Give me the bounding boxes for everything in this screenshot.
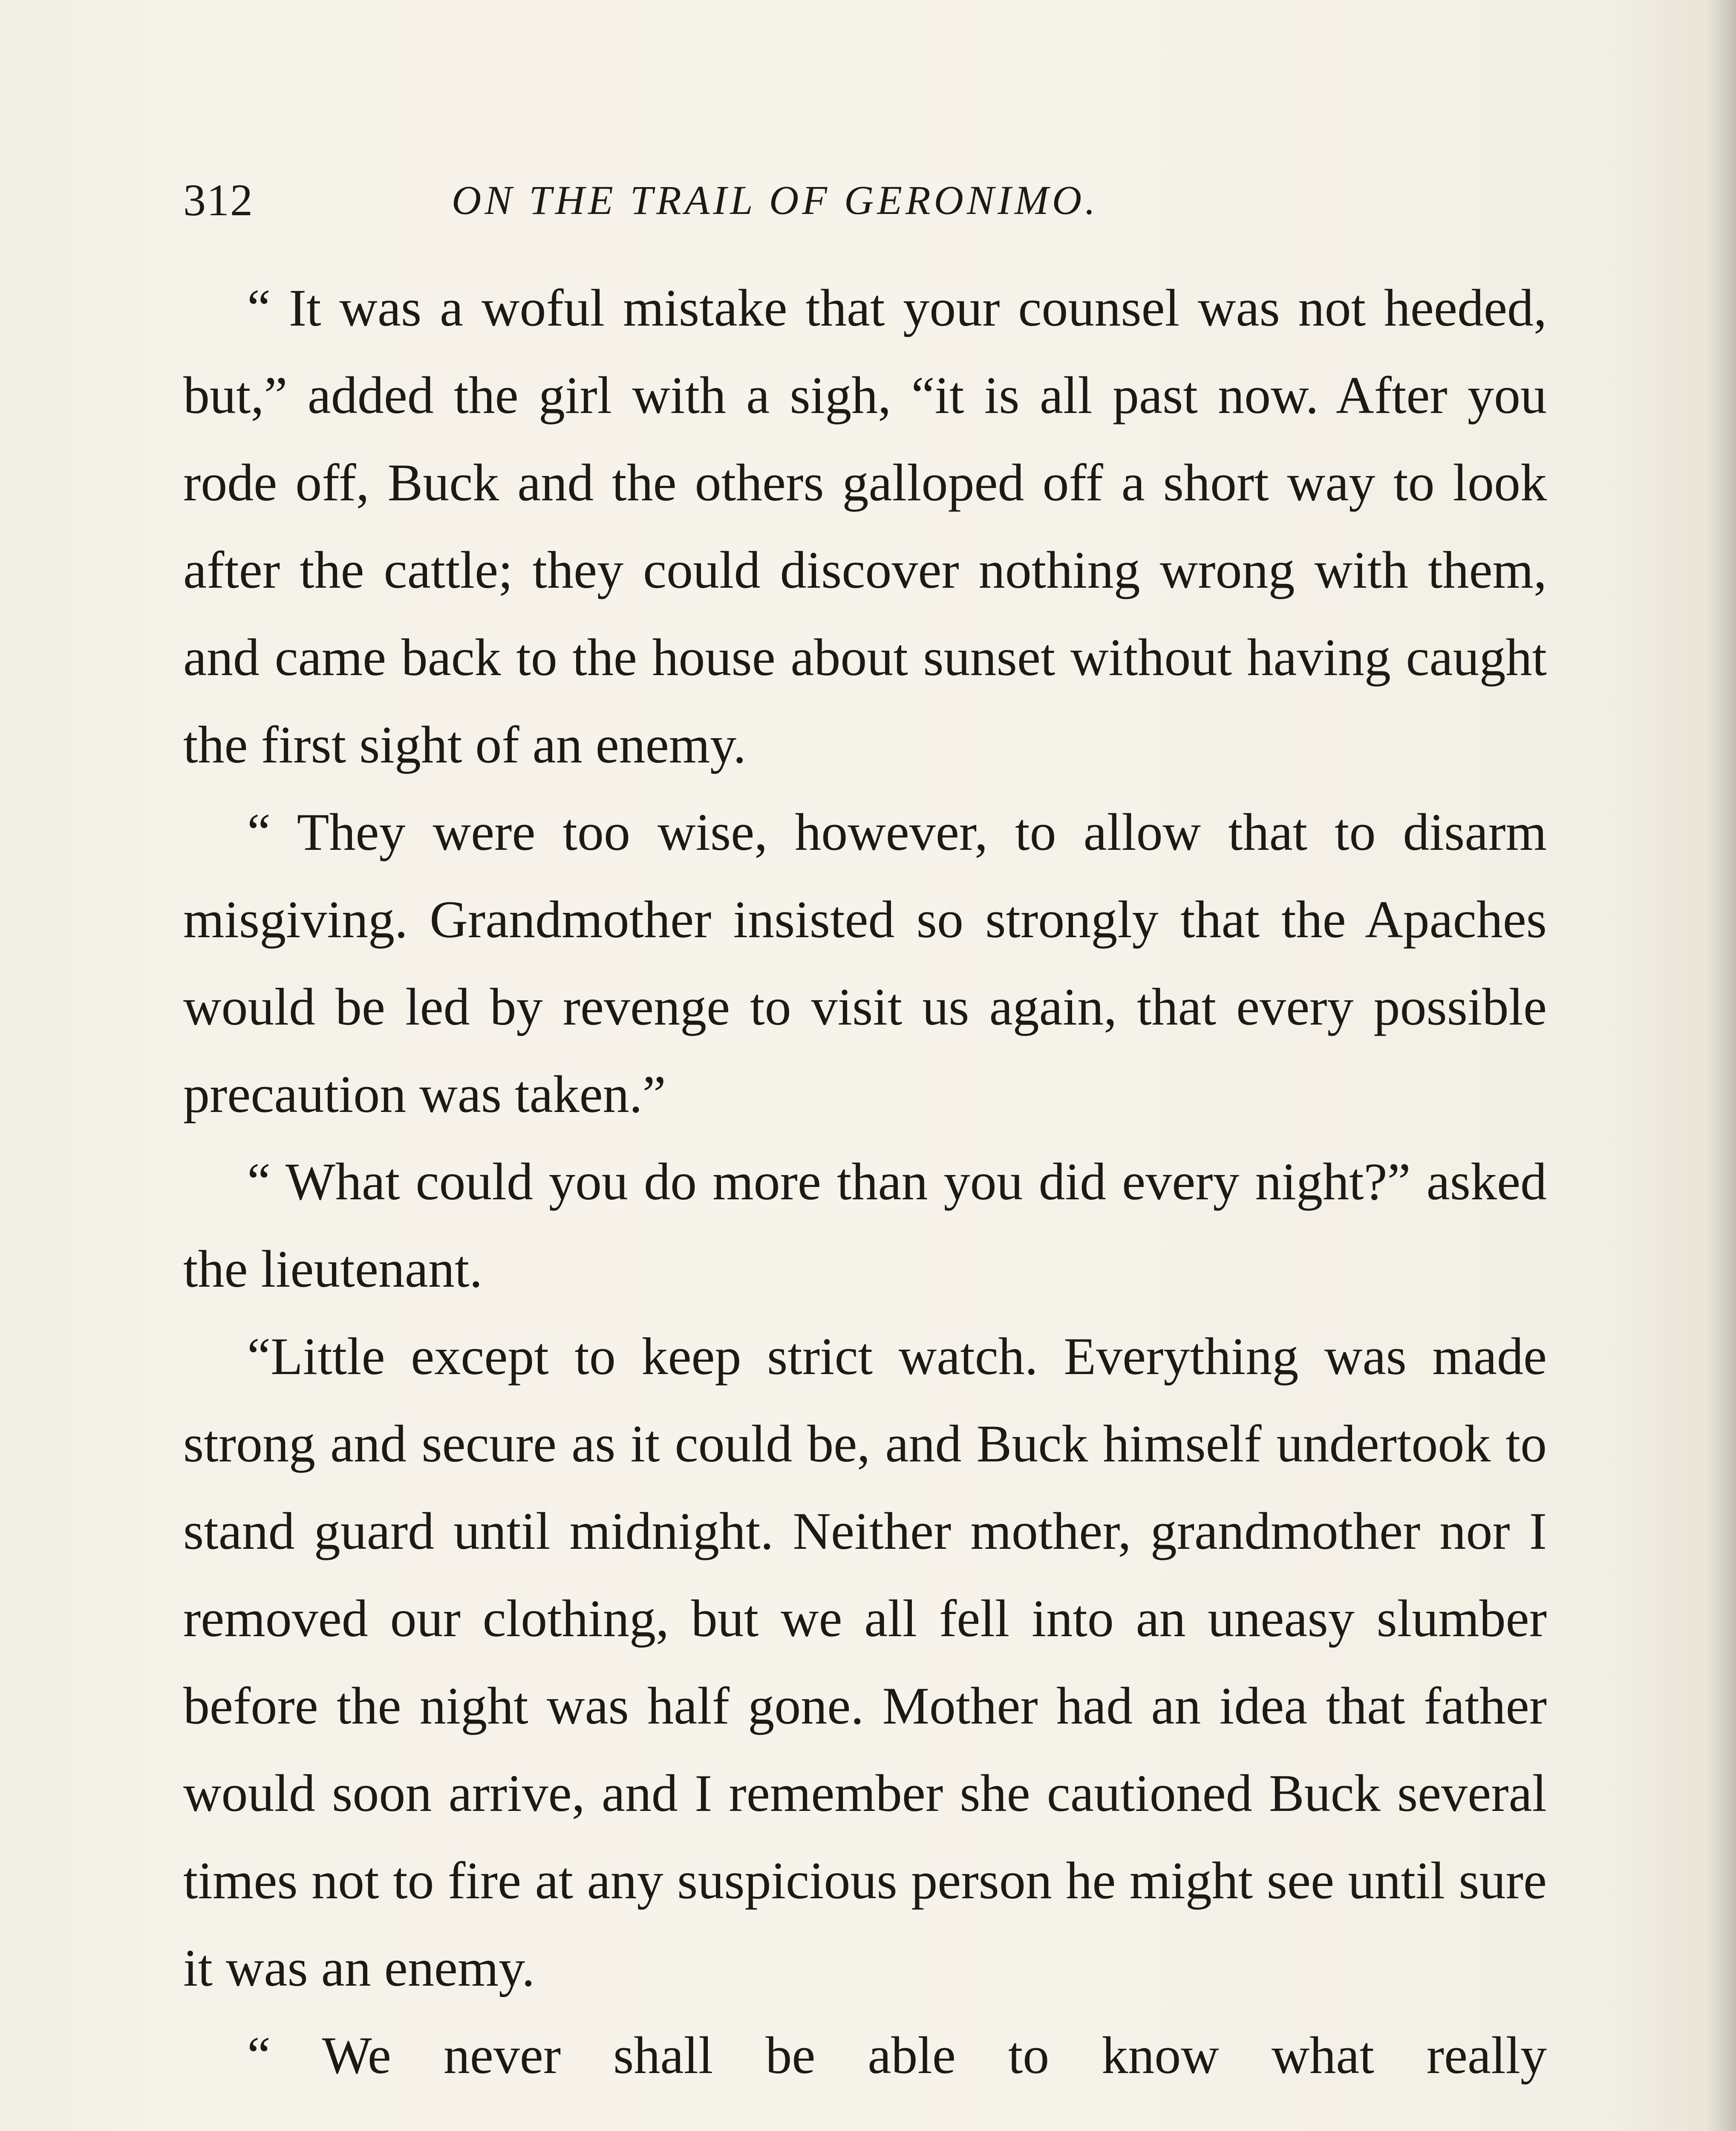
running-head — [0, 166, 1736, 234]
paragraph-continuation: “ We never shall be able to know what really — [247, 2026, 1547, 2085]
page-binding-shadow — [1706, 0, 1736, 2131]
running-title: ON THE TRAIL OF GERONIMO. — [452, 177, 1099, 223]
paragraph: “ They were too wise, however, to allow that to disarm misgiving. Grandmother insisted so strongly that the Apaches would be led by revenge to visit us again, that every possible precaution was taken.” — [183, 803, 1547, 1123]
body-text — [183, 264, 1547, 2099]
paragraph: “Little except to keep strict watch. Everything was made strong and secure as it could be, and Buck himself undertook to stand guard until midnight. Neither mother, grandmother nor I removed our clothing, but we all fell into an uneasy slumber before the night was half gone. Mother had an idea that father would soon arrive, and I remember she cautioned Buck several times not to fire at any suspicious person he might see until sure it was an enemy. — [183, 1327, 1547, 1997]
paragraph: “ What could you do more than you did every night?” asked the lieutenant. — [183, 1152, 1547, 1298]
page-number: 312 — [183, 175, 254, 225]
paragraph: “ It was a woful mistake that your counsel was not heeded, but,” added the girl with a sigh, “it is all past now. After you rode off, Buck and the others galloped off a short way to look after the cattle; they could discover nothing wrong with them, and came back to the house about sunset without having caught the first sight of an enemy. — [183, 279, 1547, 774]
